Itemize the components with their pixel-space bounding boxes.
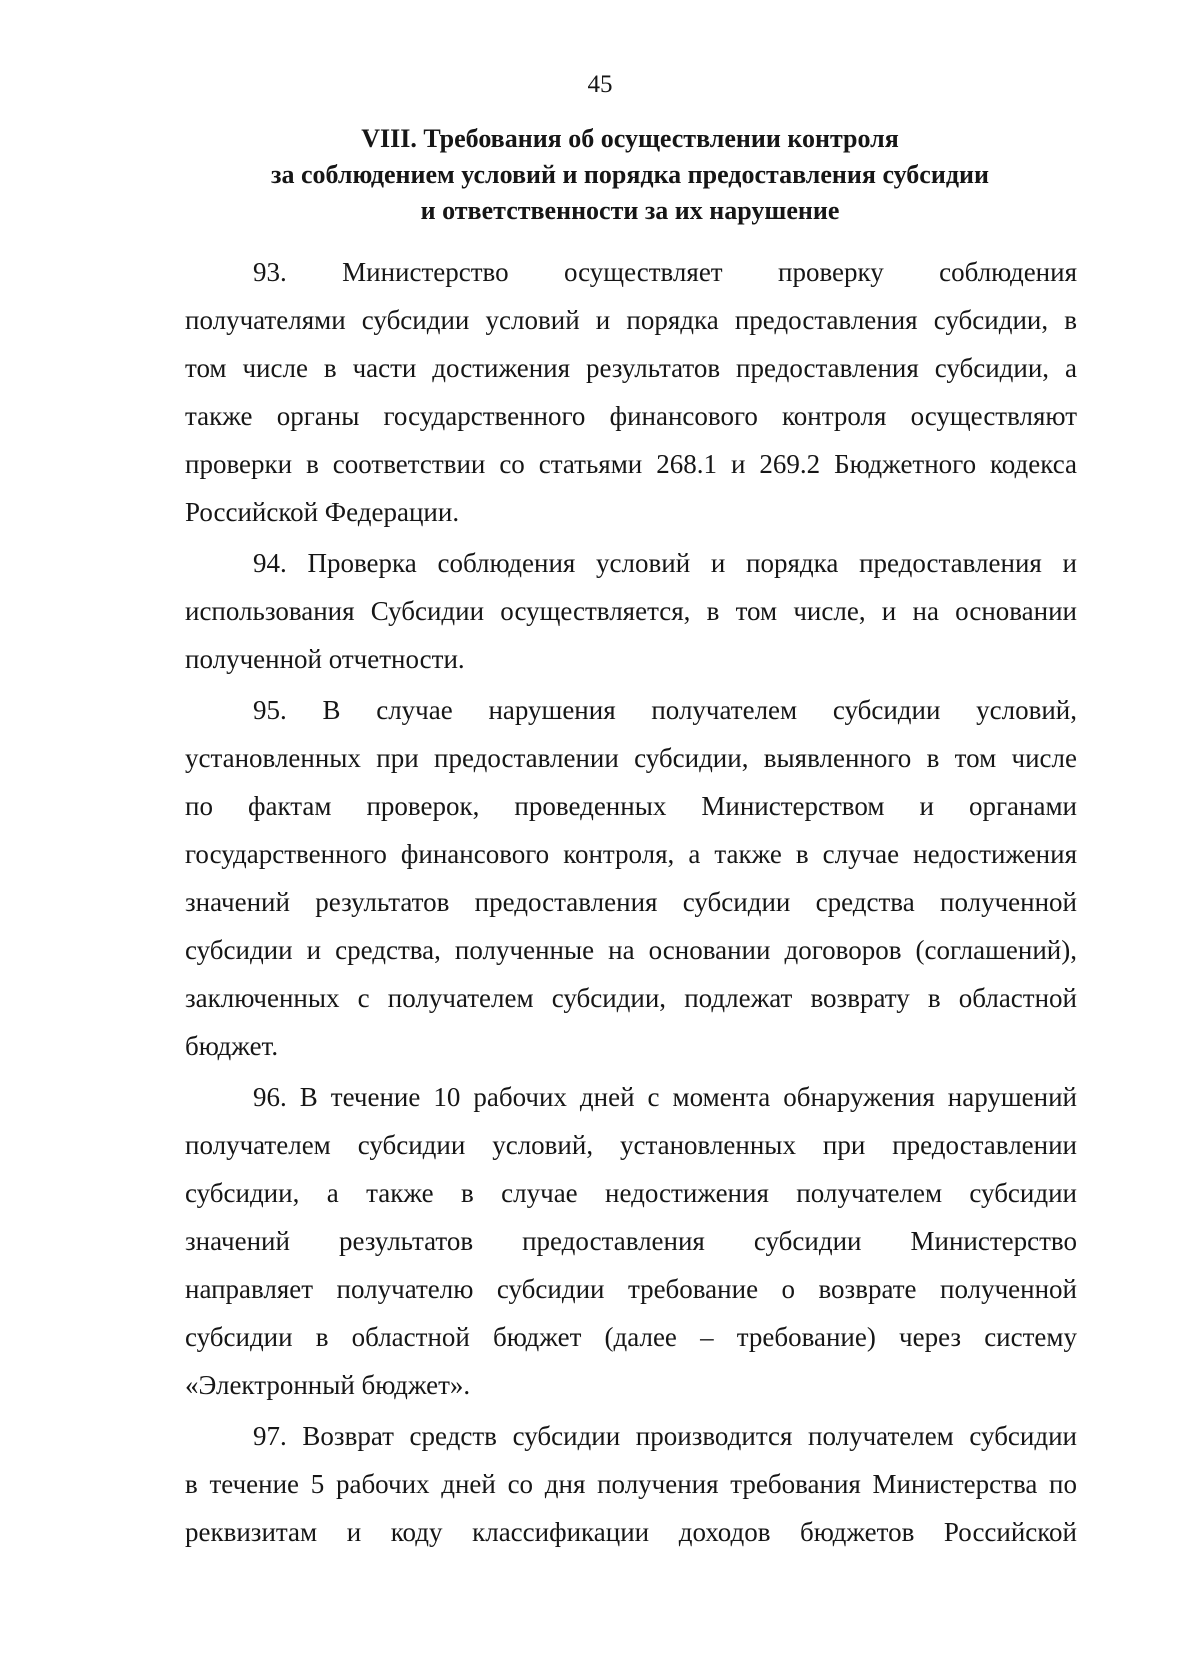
paragraph-97 [185, 1412, 1077, 1556]
document-body [185, 248, 1077, 1559]
section-title-line: и ответственности за их нарушение [420, 196, 840, 225]
section-title [150, 121, 1110, 229]
text-line: субсидии и средства, полученные на основании договоров (соглашений), [185, 935, 1077, 965]
text-line: получателями субсидии условий и порядка предоставления субсидии, в [185, 305, 1077, 335]
text-line: «Электронный бюджет». [185, 1370, 471, 1400]
paragraph-95 [185, 686, 1077, 1070]
text-line: субсидии в областной бюджет (далее – требование) через систему [185, 1322, 1077, 1352]
paragraph-96 [185, 1073, 1077, 1409]
text-line: по фактам проверок, проведенных Министерством и органами [185, 791, 1077, 821]
section-title-line: за соблюдением условий и порядка предоставления субсидии [271, 160, 989, 189]
text-line: заключенных с получателем субсидии, подлежат возврату в областной [185, 983, 1077, 1013]
text-line: получателем субсидии условий, установленных при предоставлении [185, 1130, 1077, 1160]
text-line: 97. Возврат средств субсидии производится получателем субсидии [253, 1421, 1077, 1451]
page-number: 45 [587, 71, 613, 98]
text-line: том числе в части достижения результатов предоставления субсидии, а [185, 353, 1077, 383]
text-line: бюджет. [185, 1031, 279, 1061]
text-line: Российской Федерации. [185, 497, 460, 527]
text-line: субсидии, а также в случае недостижения получателем субсидии [185, 1178, 1077, 1208]
text-line: 93. Министерство осуществляет проверку соблюдения [253, 257, 1077, 287]
text-line: также органы государственного финансового контроля осуществляют [185, 401, 1077, 431]
text-line: установленных при предоставлении субсидии, выявленного в том числе [185, 743, 1077, 773]
text-line: использования Субсидии осуществляется, в том числе, и на основании [185, 596, 1077, 626]
text-line: проверки в соответствии со статьями 268.1 и 269.2 Бюджетного кодекса [185, 449, 1077, 479]
paragraph-93 [185, 248, 1077, 536]
text-line: 95. В случае нарушения получателем субсидии условий, [253, 695, 1077, 725]
paragraph-94 [185, 539, 1077, 683]
text-line: направляет получателю субсидии требование о возврате полученной [185, 1274, 1077, 1304]
text-line: 94. Проверка соблюдения условий и порядка предоставления и [253, 548, 1077, 578]
text-line: 96. В течение 10 рабочих дней с момента обнаружения нарушений [253, 1082, 1077, 1112]
text-line: значений результатов предоставления субсидии средства полученной [185, 887, 1077, 917]
text-line: реквизитам и коду классификации доходов бюджетов Российской [185, 1517, 1077, 1547]
text-line: государственного финансового контроля, а также в случае недостижения [185, 839, 1077, 869]
section-title-line: VIII. Требования об осуществлении контроля [361, 124, 899, 153]
text-line: полученной отчетности. [185, 644, 465, 674]
text-line: в течение 5 рабочих дней со дня получения требования Министерства по [185, 1469, 1077, 1499]
text-line: значений результатов предоставления субсидии Министерство [185, 1226, 1077, 1256]
